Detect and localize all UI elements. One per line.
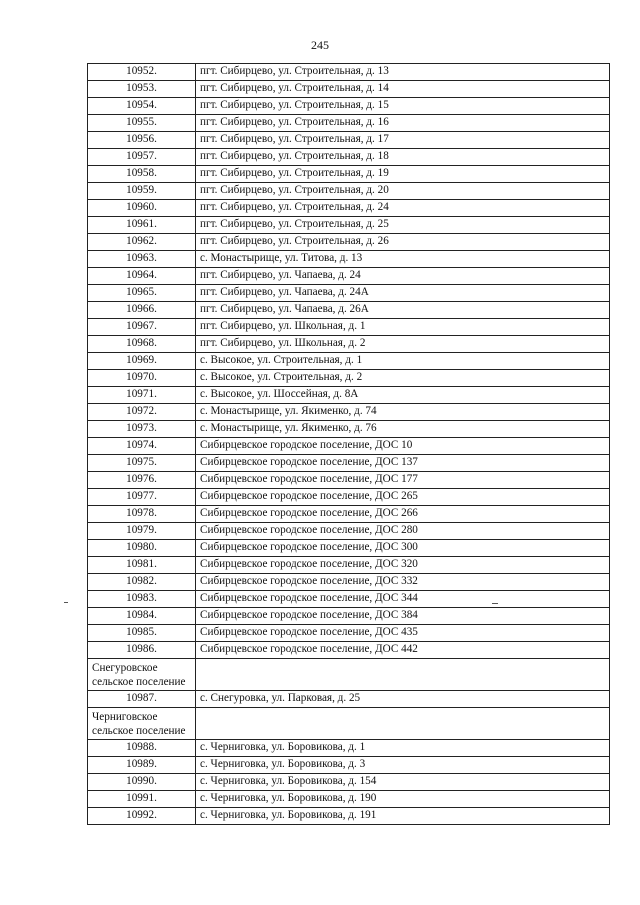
table-row (88, 268, 610, 285)
table-row (88, 251, 610, 268)
record-number-cell: 10955. (88, 115, 196, 132)
record-number-cell: 10983. (88, 591, 196, 608)
address-cell: пгт. Сибирцево, ул. Строительная, д. 15 (196, 98, 610, 115)
address-cell: пгт. Сибирцево, ул. Строительная, д. 14 (196, 81, 610, 98)
record-number-cell: 10969. (88, 353, 196, 370)
record-number-cell: 10960. (88, 200, 196, 217)
table-row (88, 149, 610, 166)
table-row (88, 64, 610, 81)
record-number-cell: 10970. (88, 370, 196, 387)
record-number-cell: 10963. (88, 251, 196, 268)
table-row (88, 404, 610, 421)
record-number-cell: 10961. (88, 217, 196, 234)
address-cell: Сибирцевское городское поселение, ДОС 265 (196, 489, 610, 506)
address-cell (196, 708, 610, 740)
record-number-cell: 10956. (88, 132, 196, 149)
table-row (88, 540, 610, 557)
address-cell: Сибирцевское городское поселение, ДОС 137 (196, 455, 610, 472)
scan-mark (64, 602, 68, 603)
address-cell: пгт. Сибирцево, ул. Строительная, д. 19 (196, 166, 610, 183)
table-row (88, 336, 610, 353)
address-cell: пгт. Сибирцево, ул. Строительная, д. 20 (196, 183, 610, 200)
address-cell: Сибирцевское городское поселение, ДОС 332 (196, 574, 610, 591)
record-number-cell: 10964. (88, 268, 196, 285)
table-row (88, 808, 610, 825)
record-number-cell: 10980. (88, 540, 196, 557)
record-number-cell: 10990. (88, 774, 196, 791)
table-row (88, 691, 610, 708)
record-number-cell: 10986. (88, 642, 196, 659)
settlement-name-cell: Черниговское сельское поселение (88, 708, 196, 740)
scan-mark (492, 603, 498, 604)
record-number-cell: 10975. (88, 455, 196, 472)
address-cell (196, 659, 610, 691)
table-row (88, 489, 610, 506)
table-row (88, 455, 610, 472)
address-cell: Сибирцевское городское поселение, ДОС 344 (196, 591, 610, 608)
table-row (88, 319, 610, 336)
address-cell: с. Снегуровка, ул. Парковая, д. 25 (196, 691, 610, 708)
page-number: 245 (311, 38, 329, 52)
table-row (88, 740, 610, 757)
record-number-cell: 10978. (88, 506, 196, 523)
address-cell: пгт. Сибирцево, ул. Строительная, д. 26 (196, 234, 610, 251)
address-cell: с. Монастырище, ул. Якименко, д. 74 (196, 404, 610, 421)
record-number-cell: 10977. (88, 489, 196, 506)
address-cell: Сибирцевское городское поселение, ДОС 320 (196, 557, 610, 574)
record-number-cell: 10985. (88, 625, 196, 642)
record-number-cell: 10966. (88, 302, 196, 319)
record-number-cell: 10992. (88, 808, 196, 825)
table-row (88, 625, 610, 642)
table-row (88, 791, 610, 808)
address-cell: Сибирцевское городское поселение, ДОС 435 (196, 625, 610, 642)
table-row (88, 421, 610, 438)
address-cell: Сибирцевское городское поселение, ДОС 300 (196, 540, 610, 557)
record-number-cell: 10959. (88, 183, 196, 200)
address-cell: пгт. Сибирцево, ул. Чапаева, д. 24 (196, 268, 610, 285)
record-number-cell: 10981. (88, 557, 196, 574)
table-row (88, 608, 610, 625)
table-row (88, 166, 610, 183)
table-row (88, 591, 610, 608)
table-row (88, 234, 610, 251)
table-row (88, 132, 610, 149)
table-row (88, 642, 610, 659)
table-row (88, 523, 610, 540)
table-row (88, 506, 610, 523)
record-number-cell: 10967. (88, 319, 196, 336)
address-cell: с. Высокое, ул. Строительная, д. 2 (196, 370, 610, 387)
address-table-body (88, 64, 610, 825)
record-number-cell: 10952. (88, 64, 196, 81)
address-cell: Сибирцевское городское поселение, ДОС 442 (196, 642, 610, 659)
address-cell: с. Черниговка, ул. Боровикова, д. 191 (196, 808, 610, 825)
table-row (88, 217, 610, 234)
record-number-cell: 10972. (88, 404, 196, 421)
address-cell: пгт. Сибирцево, ул. Строительная, д. 16 (196, 115, 610, 132)
address-table (87, 63, 610, 825)
address-cell: Сибирцевское городское поселение, ДОС 177 (196, 472, 610, 489)
record-number-cell: 10979. (88, 523, 196, 540)
address-cell: Сибирцевское городское поселение, ДОС 266 (196, 506, 610, 523)
address-cell: с. Черниговка, ул. Боровикова, д. 190 (196, 791, 610, 808)
table-row (88, 81, 610, 98)
table-row (88, 387, 610, 404)
table-row (88, 472, 610, 489)
table-row (88, 370, 610, 387)
address-cell: пгт. Сибирцево, ул. Строительная, д. 18 (196, 149, 610, 166)
address-cell: пгт. Сибирцево, ул. Чапаева, д. 26А (196, 302, 610, 319)
table-row (88, 438, 610, 455)
record-number-cell: 10991. (88, 791, 196, 808)
address-cell: пгт. Сибирцево, ул. Школьная, д. 1 (196, 319, 610, 336)
record-number-cell: 10953. (88, 81, 196, 98)
address-cell: пгт. Сибирцево, ул. Школьная, д. 2 (196, 336, 610, 353)
record-number-cell: 10973. (88, 421, 196, 438)
address-cell: пгт. Сибирцево, ул. Строительная, д. 24 (196, 200, 610, 217)
address-cell: с. Черниговка, ул. Боровикова, д. 3 (196, 757, 610, 774)
table-row (88, 557, 610, 574)
address-cell: Сибирцевское городское поселение, ДОС 384 (196, 608, 610, 625)
address-cell: пгт. Сибирцево, ул. Строительная, д. 13 (196, 64, 610, 81)
address-cell: Сибирцевское городское поселение, ДОС 10 (196, 438, 610, 455)
table-row (88, 115, 610, 132)
table-row (88, 353, 610, 370)
table-row (88, 774, 610, 791)
record-number-cell: 10971. (88, 387, 196, 404)
section-row (88, 659, 610, 691)
address-cell: Сибирцевское городское поселение, ДОС 280 (196, 523, 610, 540)
record-number-cell: 10988. (88, 740, 196, 757)
address-cell: пгт. Сибирцево, ул. Строительная, д. 17 (196, 132, 610, 149)
table-row (88, 200, 610, 217)
record-number-cell: 10968. (88, 336, 196, 353)
table-row (88, 285, 610, 302)
address-cell: с. Высокое, ул. Шоссейная, д. 8А (196, 387, 610, 404)
address-cell: пгт. Сибирцево, ул. Строительная, д. 25 (196, 217, 610, 234)
address-cell: с. Монастырище, ул. Титова, д. 13 (196, 251, 610, 268)
address-cell: с. Черниговка, ул. Боровикова, д. 154 (196, 774, 610, 791)
table-row (88, 98, 610, 115)
record-number-cell: 10974. (88, 438, 196, 455)
table-row (88, 302, 610, 319)
record-number-cell: 10962. (88, 234, 196, 251)
settlement-name-cell: Снегуровское сельское поселение (88, 659, 196, 691)
table-row (88, 574, 610, 591)
record-number-cell: 10987. (88, 691, 196, 708)
address-cell: пгт. Сибирцево, ул. Чапаева, д. 24А (196, 285, 610, 302)
record-number-cell: 10965. (88, 285, 196, 302)
record-number-cell: 10982. (88, 574, 196, 591)
address-cell: с. Высокое, ул. Строительная, д. 1 (196, 353, 610, 370)
address-cell: с. Монастырище, ул. Якименко, д. 76 (196, 421, 610, 438)
record-number-cell: 10958. (88, 166, 196, 183)
address-cell: с. Черниговка, ул. Боровикова, д. 1 (196, 740, 610, 757)
record-number-cell: 10989. (88, 757, 196, 774)
record-number-cell: 10976. (88, 472, 196, 489)
record-number-cell: 10957. (88, 149, 196, 166)
record-number-cell: 10954. (88, 98, 196, 115)
table-row (88, 757, 610, 774)
table-row (88, 183, 610, 200)
record-number-cell: 10984. (88, 608, 196, 625)
section-row (88, 708, 610, 740)
